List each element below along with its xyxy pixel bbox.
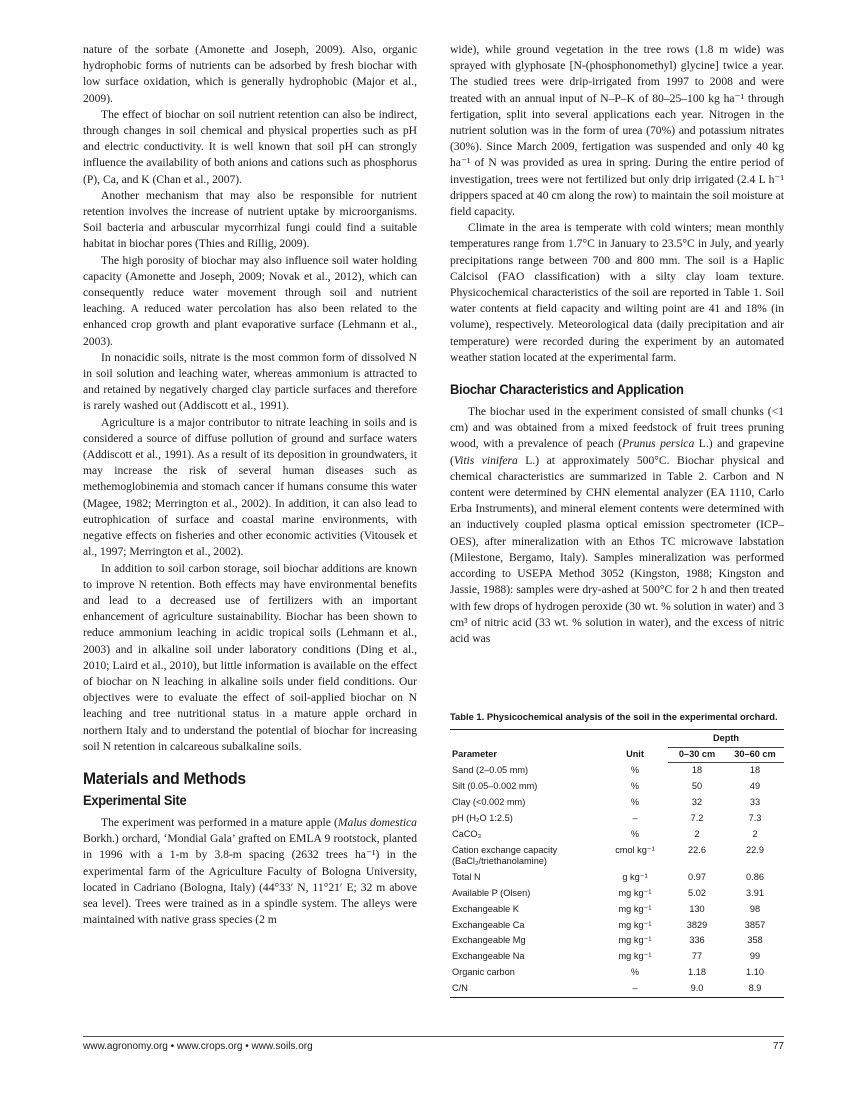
soil-analysis-table-block [450,711,784,998]
header-depth: Depth [668,730,784,748]
table-row [450,933,784,949]
cell-param: Organic carbon [452,967,515,978]
table-row [450,965,784,981]
text-run: L.) at approximately 500°C. Biochar physical and chemical characteristics are summarized in Table 2. Carbon and N content were determined by CHN elemental analyzer (EA 1110, Carlo Erba Instruments), and mineral element contents were determined with an inductively coupled plasma optical emission spectrometer (ICP–OES), after mineralization with an Ethos TC microwave labstation (Milestone, Bergamo, Italy). Samples mineralization was performed according to USEPA Method 3052 (Kingston, 1988; Kingston and Jassie, 1988): samples were dry-ashed at 500°C for 2 h and then treated with few drops of hydrogen peroxide (30 wt. % solution in water) and 3 cm³ of nitric acid (33 wt. % solution in water), and the excess of nitric acid was [450,453,785,645]
text-run: L.) and grapevine ( [450,437,785,467]
latin-name: Vitis vinifera [453,453,518,467]
subsection-heading: Biochar Characteristics and Application [450,381,684,398]
table-row [450,763,784,779]
cell-unit: cmol kg⁻¹ [615,844,655,855]
table-row [450,779,784,795]
cell-unit: mg kg⁻¹ [618,935,652,946]
cell-d1: 9.0 [668,981,726,997]
cell-d2: 98 [749,903,761,914]
cell-d2: 49 [749,781,761,792]
paragraph [450,404,784,647]
cell-unit: % [630,796,640,807]
subsection-heading: Experimental Site [83,791,187,808]
cell-unit: mg kg⁻¹ [618,951,652,962]
cell-d1: 130 [689,903,705,914]
cell-d1: 5.02 [688,887,706,898]
cell-d1: 77 [691,951,703,962]
cell-d1: 3829 [686,919,708,930]
text-run: The experiment was performed in a mature apple ( [101,815,338,829]
cell-unit: – [602,981,668,997]
cell-param: Available P (Olsen) [452,887,531,898]
header-depth-30-60: 30–60 cm [726,747,784,763]
cell-d2: 358 [747,935,763,946]
cell-param: Cation exchange capacity (BaCl₂/triethanolamine) [452,844,558,867]
left-column [83,42,417,928]
cell-d2: 1.10 [746,967,764,978]
cell-d1: 32 [691,796,703,807]
cell-param: Silt (0.05–0.002 mm) [452,781,538,792]
paragraph: In addition to soil carbon storage, soil biochar additions are known to improve N retention. Both effects may have environmental benefits and lead to a decreased use of fertilizers with an important enhancement of agriculture sustainability. Biochar has been shown to reduce ammonium leaching in acidic tropical soils (Lehmann et al., 2003) and in alkaline soil under laboratory conditions (Ding et al., 2010; Laird et al., 2010), but little information is available on the effect of biochar on N leaching in alkaline soils under field conditions. Our objectives were to evaluate the effect of soil-applied biochar on N leaching and tree nutritional status in a mature apple orchard in northern Italy and to understand the potential of biochar for increasing soil N retention in calcareous subalkaline soils. [83,561,417,753]
cell-unit: mg kg⁻¹ [618,919,652,930]
cell-param: Clay (<0.002 mm) [452,796,526,807]
cell-d2: 99 [749,951,761,962]
header-depth-0-30: 0–30 cm [668,747,726,763]
paragraph: nature of the sorbate (Amonette and Joseph, 2009). Also, organic hydrophobic forms of nutrients can be adsorbed by fresh biochar with low surface oxidation, which is generally hydrophobic (Major et al., 2009). [83,43,417,105]
cell-d2: 7.3 [748,812,762,823]
paragraph: Another mechanism that may also be responsible for nutrient retention involves the increase of nutrient uptake by microorganisms. Soil bacteria and arbuscular mycorrhizal fungi could find a suitable habitat in biochar pores (Thies and Rillig, 2009). [83,188,417,251]
table-body [450,763,784,998]
cell-d1: 22.6 [688,844,706,855]
cell-d2: 8.9 [726,981,784,997]
cell-unit: g kg⁻¹ [622,871,648,882]
cell-param: CaCO₃ [452,828,482,839]
cell-d2: 22.9 [746,844,764,855]
cell-d1: 7.2 [690,812,704,823]
footer-websites: www.agronomy.org • www.crops.org • www.soils.org [83,1041,313,1052]
latin-name: Malus domestica [337,815,417,829]
paragraph: In nonacidic soils, nitrate is the most common form of dissolved N in soil solution and leaching water, whereas ammonium is attracted to and retained by negatively charged clay particle surfaces and therefore is rarely washed out (Addiscott et al., 1991). [83,350,417,413]
table-row [450,949,784,965]
cell-param: Exchangeable Ca [452,919,525,930]
section-heading: Materials and Methods [83,768,246,788]
cell-unit: – [632,812,638,823]
header-parameter: Parameter [450,730,602,763]
table-row [450,870,784,886]
paragraph [83,815,417,928]
cell-param: Total N [452,871,481,882]
table-row [450,842,784,869]
cell-param: C/N [450,981,602,997]
cell-param: Exchangeable K [452,903,519,914]
page-number: 77 [772,1041,784,1052]
table-row [450,981,784,997]
cell-param: Sand (2–0.05 mm) [452,764,529,775]
table-caption: Table 1. Physicochemical analysis of the soil in the experimental orchard. [450,711,778,722]
cell-param: pH (H₂O 1:2.5) [452,812,513,823]
cell-unit: % [630,967,640,978]
cell-d1: 1.18 [688,967,706,978]
cell-d2: 0.86 [746,871,764,882]
paragraph: Climate in the area is temperate with cold winters; mean monthly temperatures range from 1.7°C in January to 23.5°C in July, and yearly precipitations range between 700 and 800 mm. The soil is a Haplic Calcisol (FAO classification) with a silty clay loam texture. Physicochemical characteristics of the soil are reported in Table 1. Soil water contents at field capacity and wilting point are 41 and 18% (in volume), respectively. Meteorological data (daily precipitation and air temperature) were recorded during the experiment by an automated weather station located at the experimental farm. [450,221,784,364]
right-column [450,42,784,647]
cell-param: Exchangeable Mg [452,935,526,946]
paragraph: wide), while ground vegetation in the tree rows (1.8 m wide) was sprayed with glyphosate [N-(phosphonomethyl) glycine] twice a year. The studied trees were drip-irrigated from 1997 to 2008 and were treated with an annual input of N–P–K of 80–25–100 kg ha⁻¹ through fertigation, split into several applications each year. Nitrogen in the nutrient solution was in the form of urea (70%) and potassium nitrates (30%). Since March 2009, fertigation was suspended and only 40 kg ha⁻¹ of N was provided as urea in spring. During the entire period of investigation, trees were not fertilized but only drip irrigated (2.4 L h⁻¹ drippers spaced at 40 cm along the row) to maintain the soil moisture at field capacity. [450,43,784,219]
paragraph: The effect of biochar on soil nutrient retention can also be indirect, through changes in soil chemical and physical properties such as pH and electric conductivity. It is well known that soil pH can strongly influence the availability of both anions and cations such as phosphorus (P), Ca, and K (Chan et al., 2007). [83,107,417,186]
cell-unit: % [630,764,640,775]
cell-param: Exchangeable Na [452,951,525,962]
cell-unit: % [630,781,640,792]
header-unit: Unit [602,730,668,763]
cell-d2: 18 [749,765,761,776]
cell-unit: mg kg⁻¹ [618,903,652,914]
table-row [450,811,784,827]
cell-d1: 0.97 [688,871,706,882]
table-row [450,886,784,902]
cell-d1: 2 [694,828,700,839]
text-run: The biochar used in the experiment consisted of small chunks (<1 cm) and was obtained from a mixed feedstock of fruit trees pruning wood, with a prevalence of peach ( [450,405,784,451]
latin-name: Prunus persica [622,437,695,451]
cell-d2: 2 [752,828,758,839]
table-row [450,917,784,933]
cell-d2: 3.91 [746,887,764,898]
cell-unit: % [630,828,640,839]
table-row [450,827,784,843]
text-run: Borkh.) orchard, ‘Mondial Gala’ grafted on EMLA 9 rootstock, planted in 1996 with a 1-m by 3.8-m spacing (2632 trees ha⁻¹) in the experimental farm of the Agriculture Faculty of Bologna University, located in Cadriano (Bologna, Italy) (44°33′ N, 11°21′ E; 32 m above sea level). Trees were trained as in a spindle system. The alleys were maintained with native grass species (2 m [83,832,417,927]
cell-d2: 33 [749,796,761,807]
cell-unit: mg kg⁻¹ [618,887,652,898]
soil-analysis-table [450,729,784,998]
cell-d1: 50 [691,781,703,792]
page-footer [83,1036,784,1052]
cell-d1: 18 [691,765,703,776]
cell-d1: 336 [689,935,705,946]
paragraph: Agriculture is a major contributor to nitrate leaching in soils and is considered a source of diffuse pollution of ground and surface waters (Addiscott et al., 1991). As a result of its deposition in groundwaters, it may increase the risk of several human diseases such as methemoglobinemia and stomach cancer if humans consume this water (Magee, 1982; Merrington et al., 2002). In addition, it can also lead to eutrophication of surface and coastal marine environments, with negative effects on fisheries and other economic activities (Vitousek et al., 1997; Merrington et al., 2002). [83,415,417,559]
paragraph: The high porosity of biochar may also influence soil water holding capacity (Amonette and Joseph, 2009; Novak et al., 2012), which can consequently reduce water movement through soil and nutrient leaching. A reduced water percolation has also been related to the enhanced crop growth and plant evaporative surface (Lehmann et al., 2003). [83,253,417,348]
table-row [450,795,784,811]
table-row [450,902,784,918]
cell-d2: 3857 [744,919,766,930]
